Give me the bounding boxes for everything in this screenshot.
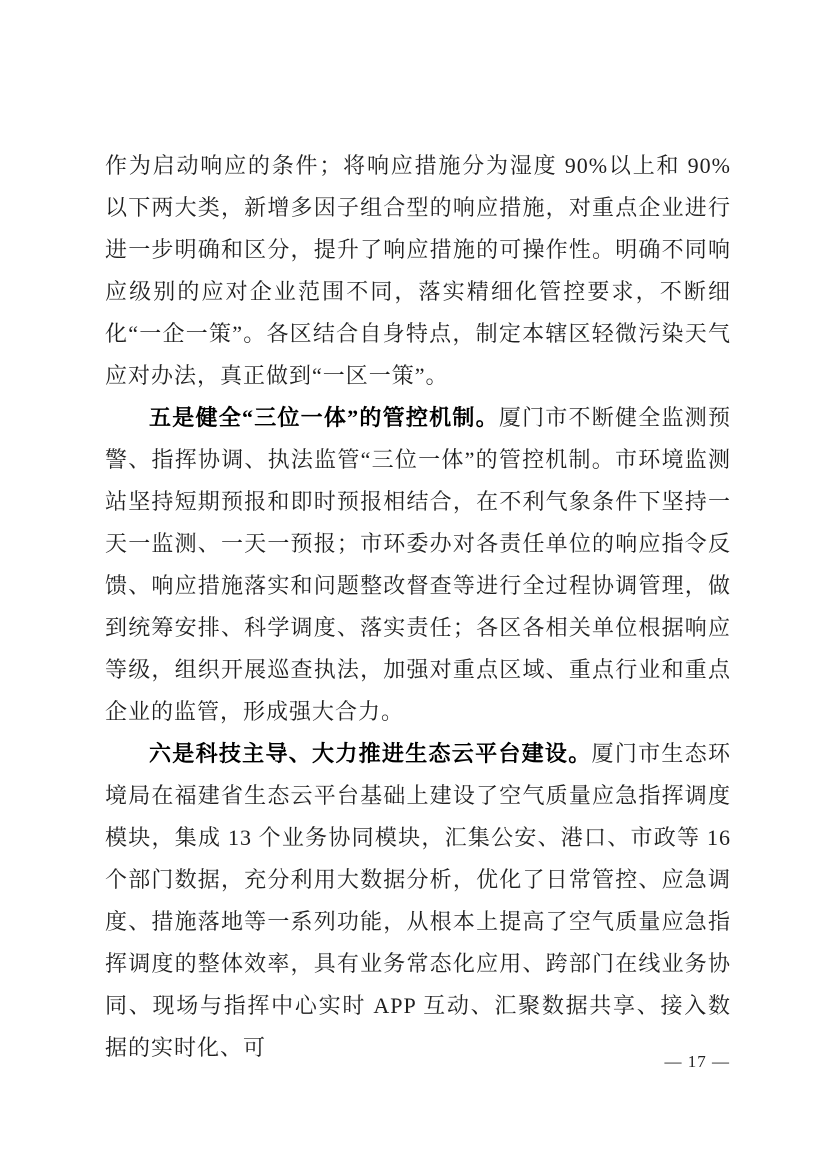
paragraph-text: 厦门市生态环境局在福建省生态云平台基础上建设了空气质量应急指挥调度模块，集成 13 个业务协同模块，汇集公安、港口、市政等 16 个部门数据，充分利用大数据分析，优化了日常管控、应急调度、措施落地等一系列功能，从根本上提高了空气质量应急指挥调度的整体效率，具有业务常态化应用、跨部门在线业务协同、现场与指挥中心实时 APP 互动、汇聚数据共享、接入数据的实时化、可 <box>105 741 731 1060</box>
paragraph-lead: 五是健全“三位一体”的管控机制。 <box>149 405 499 430</box>
paragraph <box>105 733 731 1069</box>
page-number: — 17 — <box>664 1052 730 1071</box>
paragraph <box>105 397 731 733</box>
paragraph <box>105 145 731 397</box>
paragraph-text: 作为启动响应的条件；将响应措施分为湿度 90%以上和 90%以下两大类，新增多因子组合型的响应措施，对重点企业进行进一步明确和区分，提升了响应措施的可操作性。明确不同响应级别的应对企业范围不同，落实精细化管控要求，不断细化“一企一策”。各区结合自身特点，制定本辖区轻微污染天气应对办法，真正做到“一区一策”。 <box>105 153 732 388</box>
paragraph-text: 厦门市不断健全监测预警、指挥协调、执法监管“三位一体”的管控机制。市环境监测站坚持短期预报和即时预报相结合，在不利气象条件下坚持一天一监测、一天一预报；市环委办对各责任单位的响应指令反馈、响应措施落实和问题整改督查等进行全过程协调管理，做到统筹安排、科学调度、落实责任；各区各相关单位根据响应等级，组织开展巡查执法，加强对重点区域、重点行业和重点企业的监管，形成强大合力。 <box>105 405 731 724</box>
paragraph-lead: 六是科技主导、大力推进生态云平台建设。 <box>149 741 592 766</box>
document-body <box>105 145 731 1069</box>
